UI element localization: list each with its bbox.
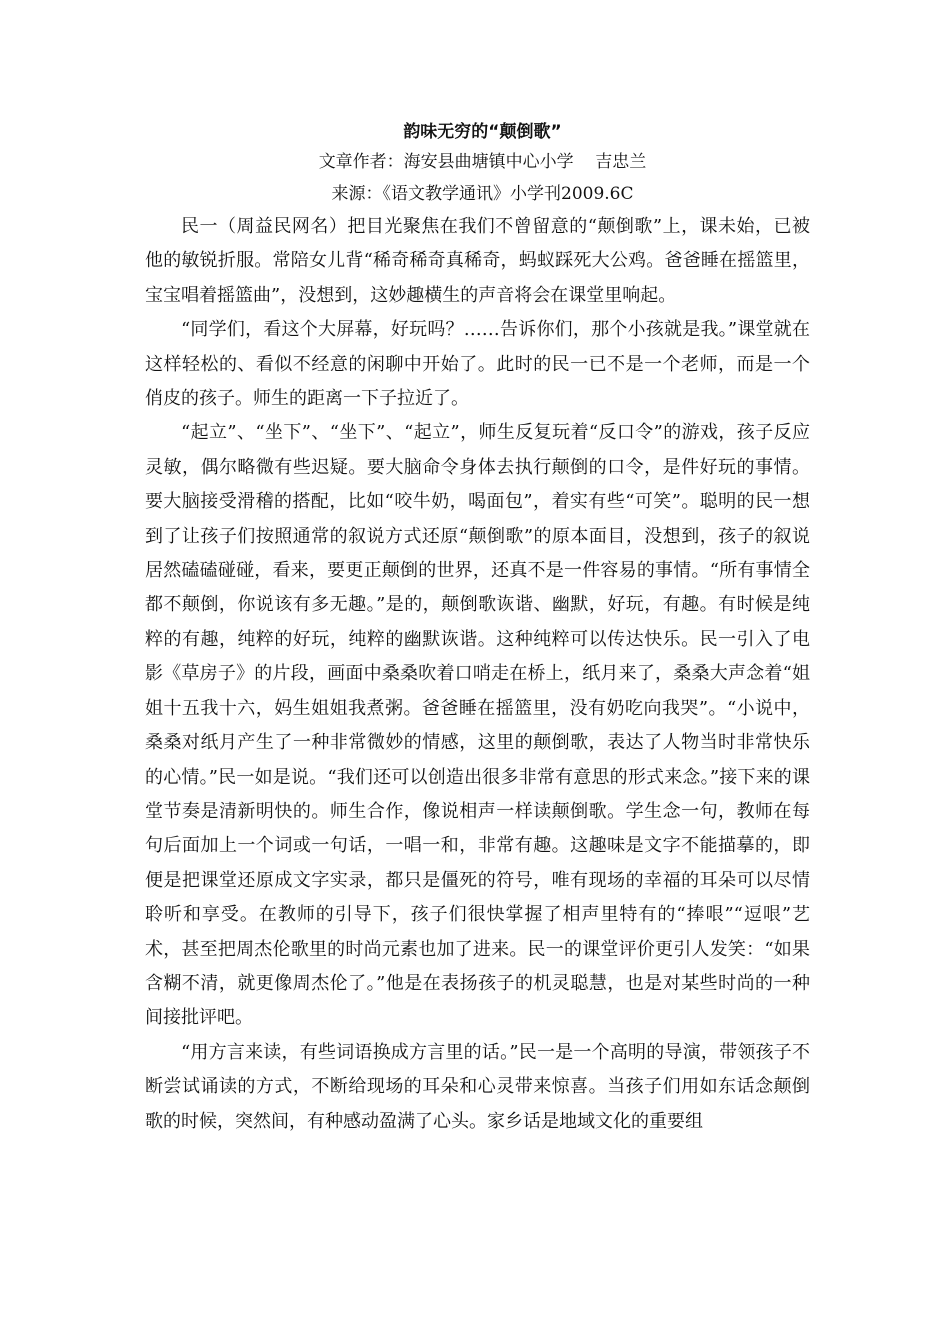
article-title: 韵味无穷的“颠倒歌” <box>403 122 562 142</box>
author-line: 文章作者：海安县曲塘镇中心小学 吉忠兰 <box>318 152 647 172</box>
body-paragraph: “同学们，看这个大屏幕，好玩吗？……告诉你们，那个小孩就是我。”课堂就在这样轻松的、看似不经意的闲聊中开始了。此时的民一已不是一个老师，而是一个俏皮的孩子。师生的距离一下子拉近了。 <box>145 319 810 410</box>
document-page <box>145 118 810 1139</box>
body-paragraph: “用方言来读，有些词语换成方言里的话。”民一是一个高明的导演，带领孩子不断尝试诵读的方式，不断给现场的耳朵和心灵带来惊喜。当孩子们用如东话念颠倒歌的时候，突然间，有种感动盈满了心头。家乡话是地域文化的重要组 <box>145 1041 810 1132</box>
body-paragraph: 民一（周益民网名）把目光聚焦在我们不曾留意的“颠倒歌”上，课未始，已被他的敏锐折服。常陪女儿背“稀奇稀奇真稀奇，蚂蚁踩死大公鸡。爸爸睡在摇篮里，宝宝唱着摇篮曲”，没想到，这妙趣横生的声音将会在课堂里响起。 <box>145 216 810 306</box>
source-line: 来源：《语文教学通讯》小学刊2009.6C <box>331 184 634 204</box>
body-paragraph: “起立”、“坐下”、“坐下”、“起立”，师生反复玩着“反口令”的游戏，孩子反应灵敏，偶尔略微有些迟疑。要大脑命令身体去执行颠倒的口令，是件好玩的事情。要大脑接受滑稽的搭配，比如“咬牛奶，喝面包”，着实有些“可笑”。聪明的民一想到了让孩子们按照通常的叙说方式还原“颠倒歌”的原本面目，没想到，孩子的叙说居然磕磕碰碰，看来，要更正颠倒的世界，还真不是一件容易的事情。“所有事情全都不颠倒，你说该有多无趣。”是的，颠倒歌诙谐、幽默，好玩，有趣。有时候是纯粹的有趣，纯粹的好玩，纯粹的幽默诙谐。这种纯粹可以传达快乐。民一引入了电影《草房子》的片段，画面中桑桑吹着口哨走在桥上，纸月来了，桑桑大声念着“姐姐十五我十六，妈生姐姐我煮粥。爸爸睡在摇篮里，没有奶吃向我哭”。“小说中，桑桑对纸月产生了一种非常微妙的情感，这里的颠倒歌，表达了人物当时非常快乐的心情。”民一如是说。“我们还可以创造出很多非常有意思的形式来念。”接下来的课堂节奏是清新明快的。师生合作，像说相声一样读颠倒歌。学生念一句，教师在每句后面加上一个词或一句话，一唱一和，非常有趣。这趣味是文字不能描摹的，即便是把课堂还原成文字实录，都只是僵死的符号，唯有现场的幸福的耳朵可以尽情聆听和享受。在教师的引导下，孩子们很快掌握了相声里特有的“捧哏”“逗哏”艺术，甚至把周杰伦歌里的时尚元素也加了进来。民一的课堂评价更引人发笑：“如果含糊不清，就更像周杰伦了。”他是在表扬孩子的机灵聪慧，也是对某些时尚的一种间接批评吧。 <box>145 422 810 1029</box>
